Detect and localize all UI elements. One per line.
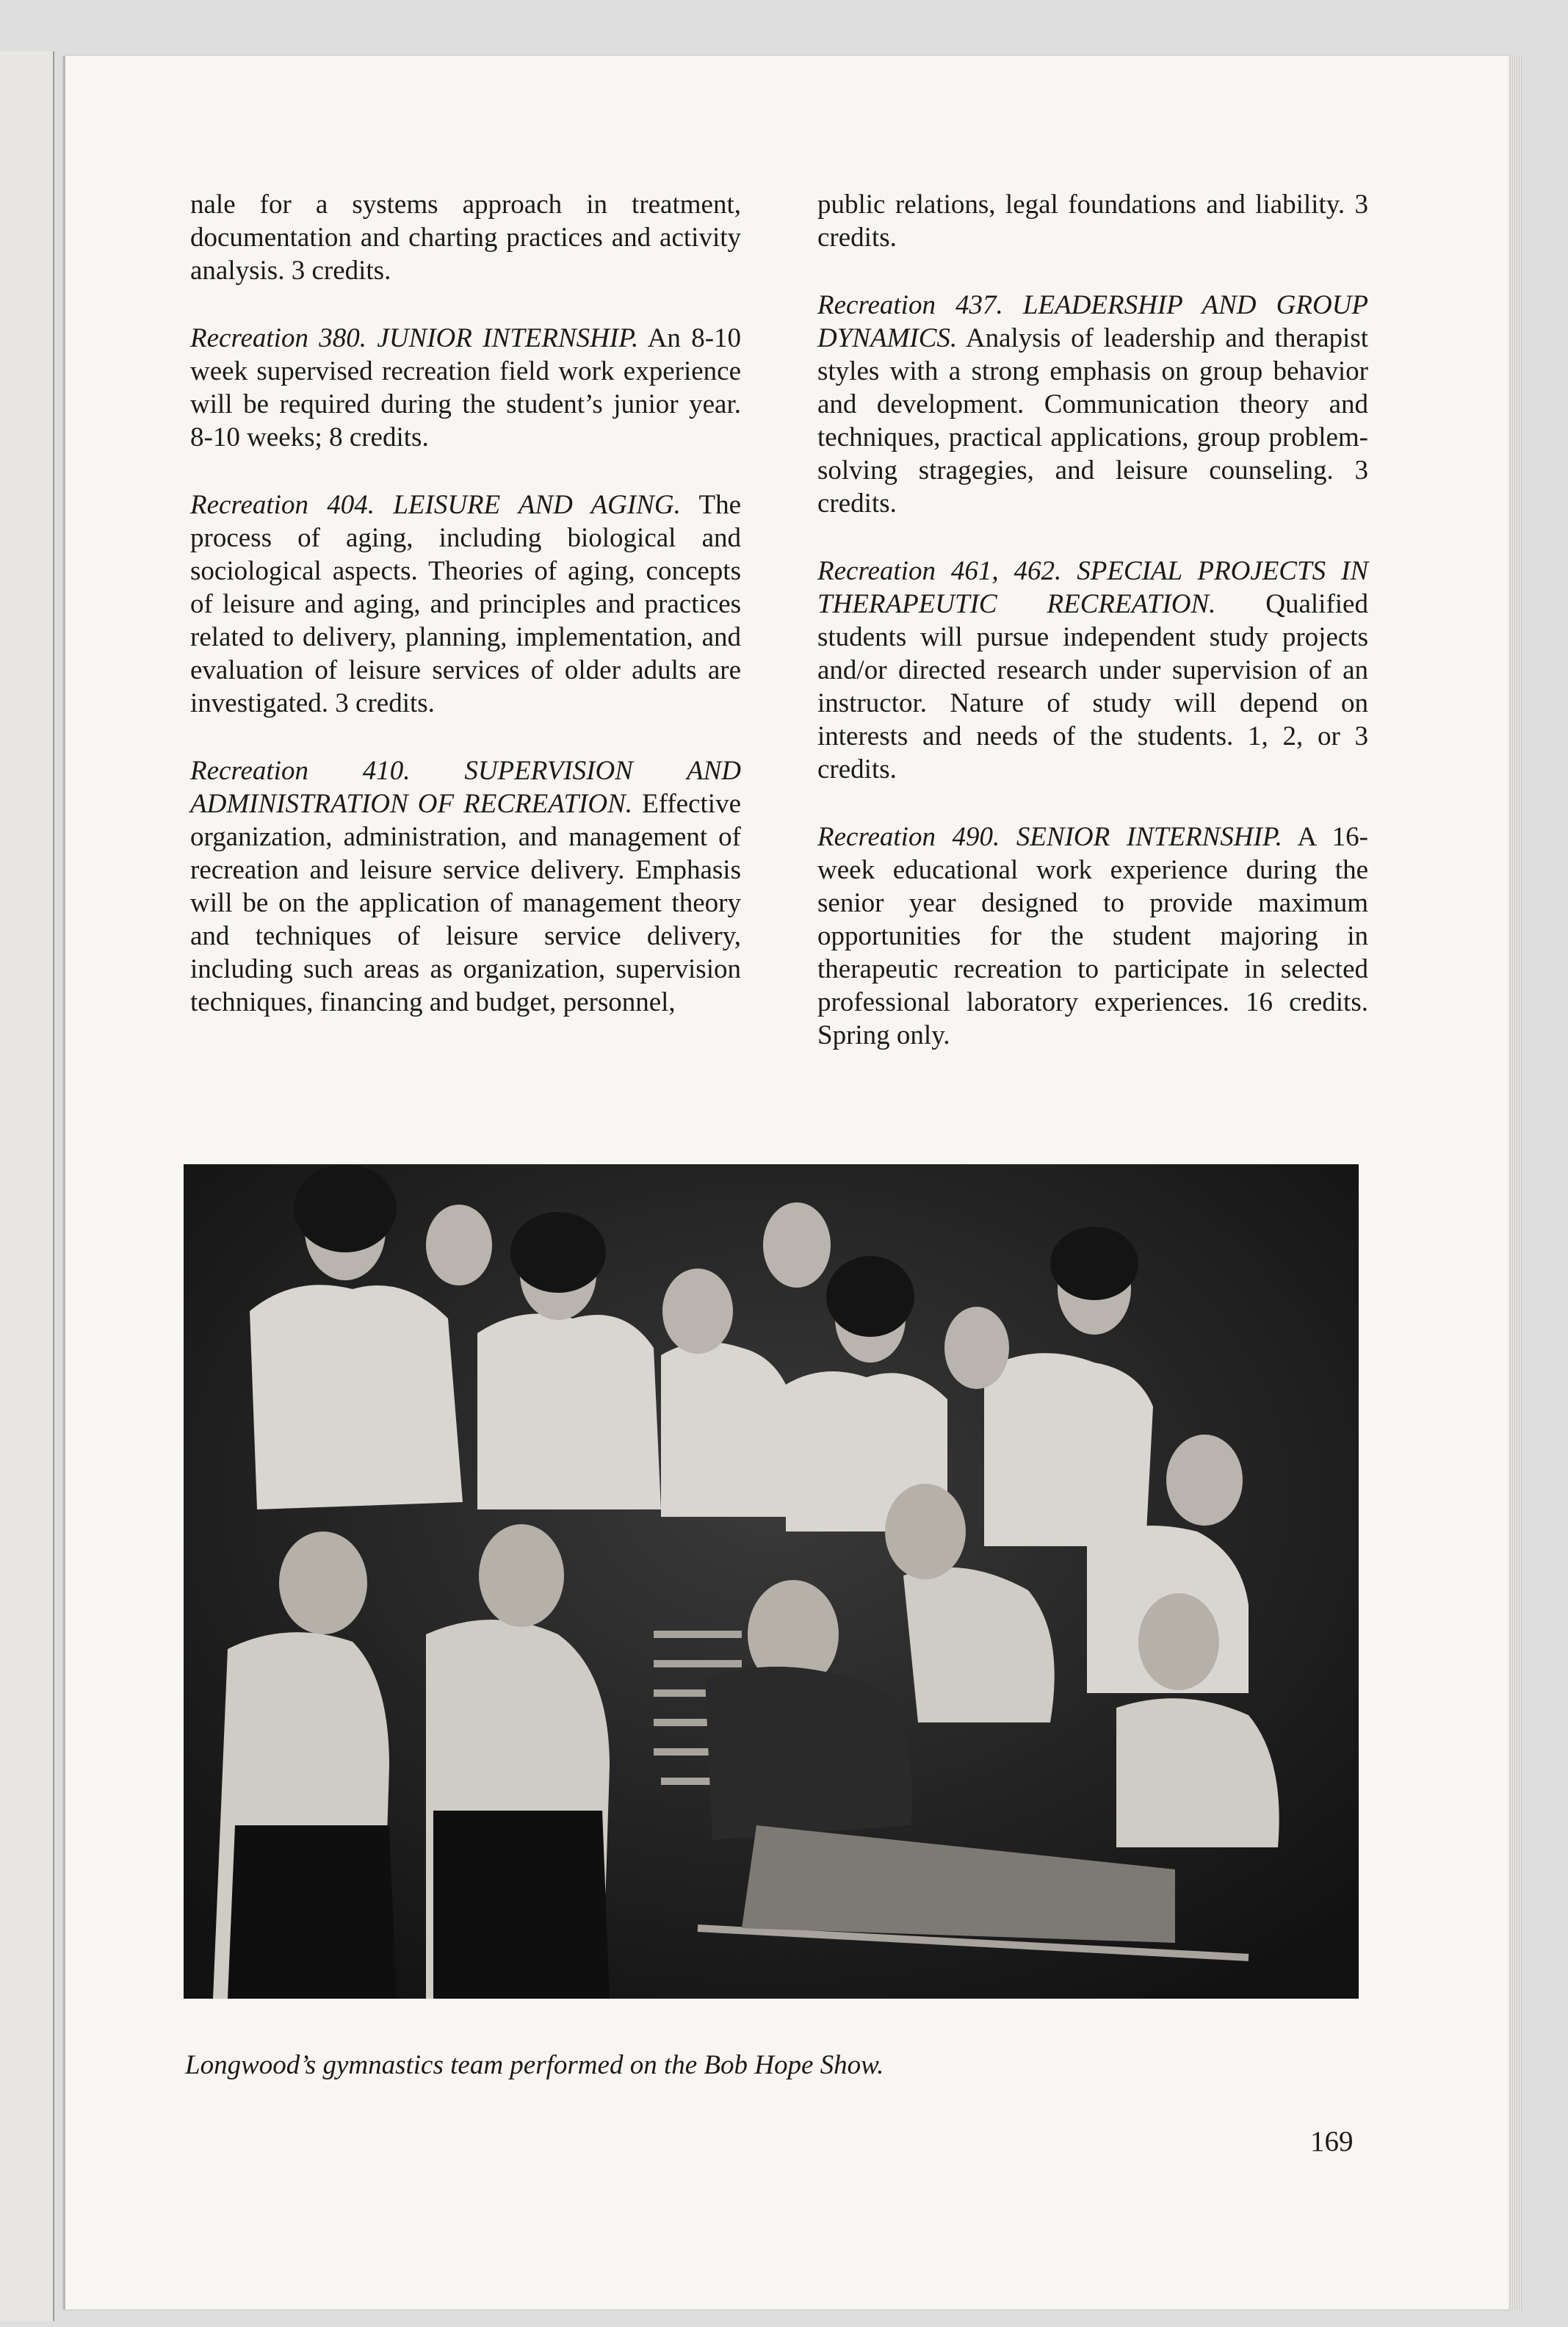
- course-description: [190, 488, 741, 720]
- course-description: [190, 322, 741, 454]
- course-heading: Recreation 380. JUNIOR INTERNSHIP.: [190, 323, 639, 353]
- course-body: Effective organization, administration, and management of recreation and leisure service delivery. Emphasis will be on the application of management theory and techniques of leisure service delivery, including such areas as organization, supervision techniques, financing and budget, personnel,: [190, 789, 741, 1017]
- page-stack-edge: [1509, 56, 1522, 2309]
- course-body: Qualified students will pursue independent study projects and/or directed research under supervision of an instructor. Nature of study will depend on interests and needs of the students. 1, 2, or 3 credits.: [817, 589, 1368, 784]
- course-description: [817, 289, 1368, 520]
- course-body: nale for a systems approach in treatment, documentation and charting practices and activity analysis. 3 credits.: [190, 190, 741, 286]
- previous-page-edge: [0, 51, 54, 2321]
- course-description: [817, 188, 1368, 254]
- course-heading: Recreation 404. LEISURE AND AGING.: [190, 490, 681, 520]
- course-body: public relations, legal foundations and liability. 3 credits.: [817, 190, 1368, 253]
- page-number: 169: [1310, 2126, 1354, 2157]
- course-heading: Recreation 461, 462. SPECIAL PROJECTS IN THERAPEUTIC RECREATION.: [817, 556, 1368, 619]
- course-heading: Recreation 437. LEADERSHIP AND GROUP DYNAMICS.: [817, 290, 1368, 353]
- course-body: An 8-10 week supervised recreation field work experience will be required during the student’s junior year. 8-10 weeks; 8 credits.: [190, 323, 742, 452]
- course-body: The process of aging, including biological and sociological aspects. Theories of aging, concepts of leisure and aging, and principles and practices related to delivery, planning, implementation, and evaluation of leisure services of older adults are investigated. 3 credits.: [190, 490, 741, 718]
- course-description: [190, 188, 741, 287]
- course-body: Analysis of leadership and therapist styles with a strong emphasis on group behavior and development. Communication theory and techniques, practical applications, group problem-solving stragegies, and leisure counseling. 3 credits.: [817, 323, 1368, 519]
- course-body: A 16-week educational work experience during the senior year designed to provide maximum opportunities for the student majoring in therapeutic recreation to participate in selected professional laboratory experiences. 16 credits. Spring only.: [817, 822, 1368, 1050]
- course-heading: Recreation 410. SUPERVISION AND ADMINISTRATION OF RECREATION.: [190, 756, 741, 819]
- left-column: [190, 188, 741, 1053]
- photo-caption: Longwood’s gymnastics team performed on the Bob Hope Show.: [185, 2050, 884, 2080]
- course-description: [817, 820, 1368, 1052]
- right-column: [817, 188, 1368, 1086]
- course-description: [190, 754, 741, 1019]
- team-photograph: [184, 1164, 1359, 1999]
- course-description: [817, 555, 1368, 786]
- course-heading: Recreation 490. SENIOR INTERNSHIP.: [817, 822, 1282, 852]
